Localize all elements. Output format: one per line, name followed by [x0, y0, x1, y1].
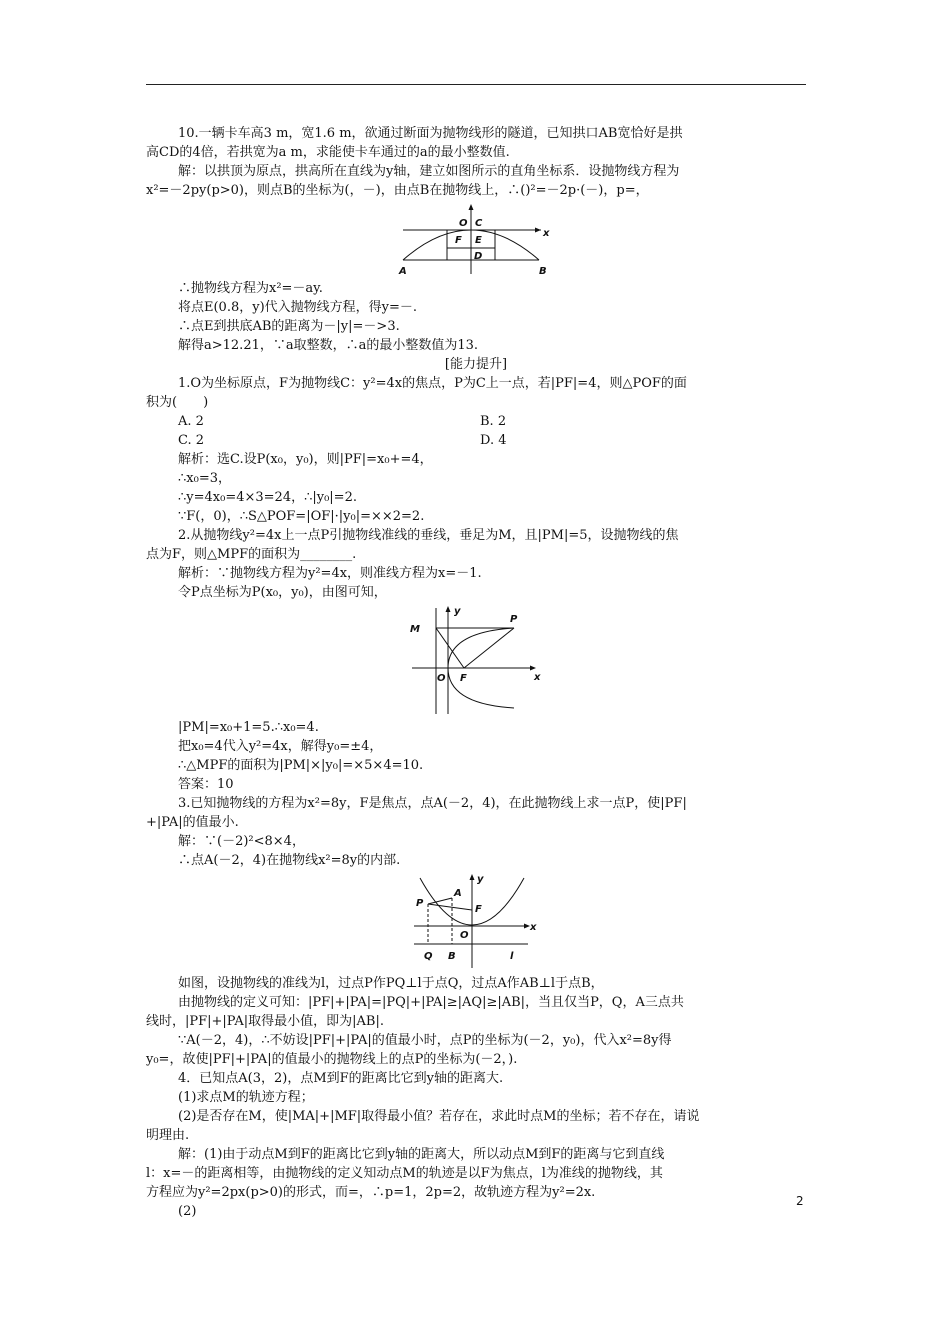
q4-solution-line2: l：x=－的距离相等，由抛物线的定义知动点M的轨迹是以F为焦点，l为准线的抛物线，其	[146, 1166, 663, 1181]
q2-solution-line4: 把x₀=4代入y²=4x，解得y₀=±4，	[178, 739, 383, 754]
q1-options-row1	[146, 412, 806, 431]
section-title: [能力提升]	[444, 357, 508, 372]
label-P: P	[416, 898, 424, 909]
q4-sub1: (1)求点M的轨迹方程；	[178, 1090, 314, 1105]
q3-solution-line7: y₀=，故使|PF|+|PA|的值最小的抛物线上的点P的坐标为(－2，).	[146, 1052, 518, 1067]
document-body	[146, 124, 806, 1221]
q3-solution-line5: 线时，|PF|+|PA|取得最小值，即为|AB|.	[146, 1014, 384, 1029]
q10-line1: 10.一辆卡车高3 m，宽1.6 m，欲通过断面为抛物线形的隧道，已知拱口AB宽恰好是拱	[178, 126, 683, 141]
q3-solution-line1: 解：∵(－2)²<8×4，	[178, 834, 305, 849]
q1-line1: 1.O为坐标原点，F为抛物线C：y²=4x的焦点，P为C上一点，若|PF|=4，则△POF的面	[178, 376, 687, 391]
label-M: M	[410, 624, 420, 635]
label-F: F	[455, 235, 462, 246]
label-x: x	[530, 922, 537, 933]
label-E: E	[475, 235, 482, 246]
q1-options-row2	[146, 431, 806, 450]
label-x: x	[543, 228, 550, 239]
label-y: y	[477, 874, 484, 885]
label-O: O	[437, 673, 446, 684]
q1-solution-line3: ∴y=4x₀=4×3=24，∴|y₀|=2.	[178, 490, 357, 505]
label-C: C	[475, 218, 483, 229]
label-x: x	[534, 672, 541, 683]
q10-line2: 高CD的4倍，若拱宽为a m，求能使卡车通过的a的最小整数值.	[146, 145, 510, 160]
header-rule	[146, 84, 806, 85]
q1-line2: 积为( )	[146, 395, 209, 410]
q2-line1: 2.从抛物线y²=4x上一点P引抛物线准线的垂线，垂足为M，且|PM|=5，设抛物线的焦	[178, 528, 679, 543]
q3-solution-line6: ∵A(－2，4)，∴不妨设|PF|+|PA|的值最小时，点P的坐标为(－2，y₀)，代入x²=8y得	[178, 1033, 672, 1048]
q3-line1: 3.已知抛物线的方程为x²=8y，F是焦点，点A(－2，4)，在此抛物线上求一点P，使|PF|	[178, 796, 687, 811]
q10-solution-line1: 解：以拱顶为原点，拱高所在直线为y轴，建立如图所示的直角坐标系．设抛物线方程为	[178, 164, 680, 179]
label-F: F	[475, 904, 482, 915]
q1-option-c: C. 2	[178, 433, 205, 448]
label-y: y	[454, 606, 461, 617]
q3-solution-line4: 由抛物线的定义可知：|PF|+|PA|=|PQ|+|PA|≥|AQ|≥|AB|，当且仅当P，Q，A三点共	[178, 995, 684, 1010]
q4-sub2-line1: (2)是否存在M，使|MA|+|MF|取得最小值？若存在，求此时点M的坐标；若不存在，请说	[178, 1109, 700, 1124]
q10-result-line1: ∴抛物线方程为x²=－ay.	[178, 281, 323, 296]
label-D: D	[474, 251, 483, 262]
q2-line2: 点为F，则△MPF的面积为________.	[146, 547, 357, 562]
q2-solution-line3: |PM|=x₀+1=5.∴x₀=4.	[178, 720, 319, 735]
label-F: F	[460, 673, 467, 684]
label-Q: Q	[424, 951, 433, 962]
q10-result-line4: 解得a>12.21，∵a取整数，∴a的最小整数值为13.	[178, 338, 479, 353]
q4-solution-line3: 方程应为y²=2px(p>0)的形式，而=，∴p=1，2p=2，故轨迹方程为y²=2x.	[146, 1185, 596, 1200]
q3-solution-line2: ∴点A(－2，4)在抛物线x²=8y的内部.	[178, 853, 401, 868]
parabola-mpf-figure	[406, 604, 546, 716]
q1-option-d: D. 4	[480, 433, 507, 448]
q2-solution-line2: 令P点坐标为P(x₀，y₀)，由图可知，	[178, 585, 387, 600]
q4-solution-line4: (2)	[178, 1204, 197, 1219]
q3-solution-line3: 如图，设抛物线的准线为l，过点P作PQ⊥l于点Q，过点A作AB⊥l于点B，	[178, 976, 604, 991]
q4-solution-line1: 解：(1)由于动点M到F的距离比它到y轴的距离大，所以动点M到F的距离与它到直线	[178, 1147, 665, 1162]
q4-line1: 4．已知点A(3，2)，点M到F的距离比它到y轴的距离大.	[178, 1071, 504, 1086]
label-l: l	[510, 951, 514, 962]
label-O: O	[459, 218, 468, 229]
label-A: A	[454, 888, 462, 899]
q3-line2: +|PA|的值最小.	[146, 815, 239, 830]
label-A: A	[399, 266, 407, 277]
label-B: B	[448, 951, 456, 962]
q10-result-line2: 将点E(0.8，y)代入抛物线方程，得y=－.	[178, 300, 418, 315]
q2-solution-line1: 解析：∵抛物线方程为y²=4x，则准线方程为x=－1.	[178, 566, 482, 581]
label-O: O	[460, 930, 469, 941]
q10-solution-line2: x²=－2py(p>0)，则点B的坐标为(，－)，由点B在抛物线上，∴()²=－2p·(－)，p=，	[146, 183, 649, 198]
q1-solution-line1: 解析：选C.设P(x₀，y₀)，则|PF|=x₀+=4，	[178, 452, 433, 467]
label-B: B	[539, 266, 547, 277]
page-number: 2	[796, 1194, 804, 1208]
q2-answer: 答案：10	[178, 777, 234, 792]
q1-solution-line4: ∵F(，0)，∴S△POF=|OF|·|y₀|=××2=2.	[178, 509, 425, 524]
q1-option-a: A. 2	[178, 414, 204, 429]
q1-solution-line2: ∴x₀=3，	[178, 471, 231, 486]
q2-solution-line5: ∴△MPF的面积为|PM|×|y₀|=×5×4=10.	[178, 758, 424, 773]
tunnel-figure	[401, 202, 551, 277]
label-P: P	[510, 614, 518, 625]
q10-result-line3: ∴点E到拱底AB的距离为－|y|=－>3.	[178, 319, 400, 334]
q4-sub2-line2: 明理由.	[146, 1128, 190, 1143]
parabola-pa-figure	[410, 872, 542, 972]
q1-option-b: B. 2	[480, 414, 507, 429]
